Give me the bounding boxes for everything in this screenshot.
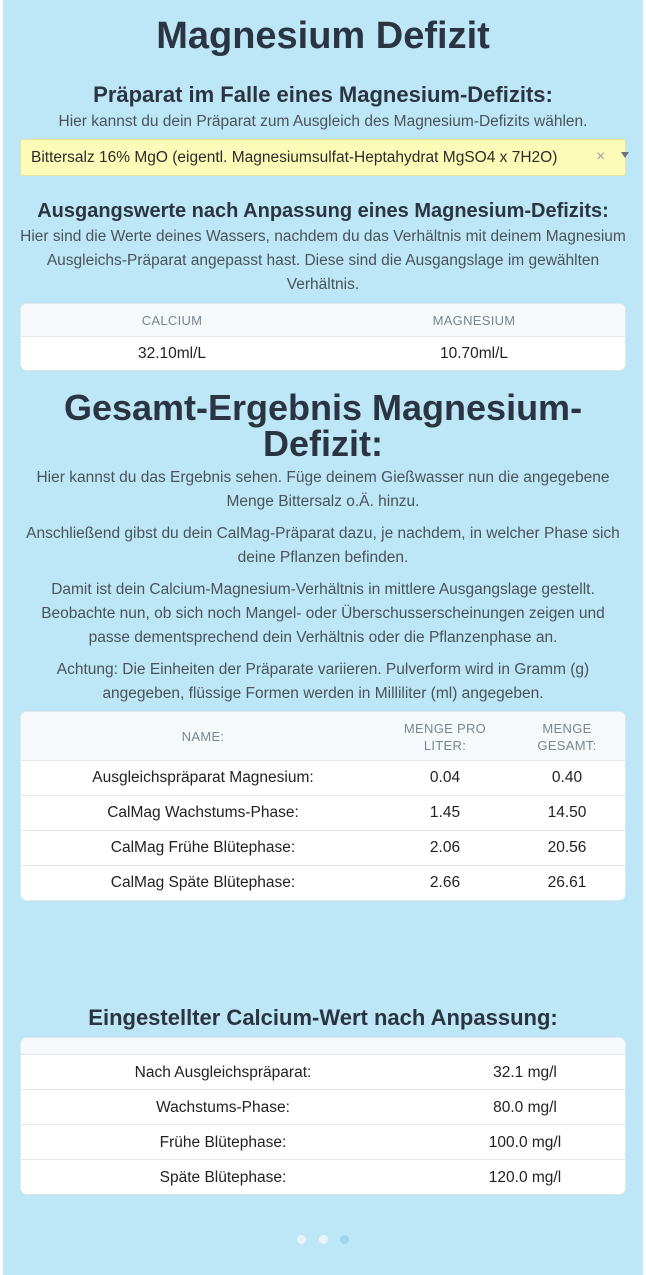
calcium-value: 32.10ml/L [137, 345, 207, 362]
table-row [21, 337, 625, 371]
row-name: CalMag Frühe Blütephase: [110, 839, 296, 856]
result-table [20, 711, 626, 901]
baseline-table [20, 303, 626, 371]
table-row [21, 761, 625, 795]
result-paragraph-4: Achtung: Die Einheiten der Präparate variieren. Pulverform wird in Gramm (g) angegeben, flüssige Formen werden in Milliliter (ml) angegeben. [56, 661, 590, 702]
row-per-liter: 2.66 [429, 874, 461, 891]
page-title: Magnesium Defizit [156, 15, 490, 57]
clear-selection-icon[interactable]: × [596, 148, 606, 165]
row-value: 32.1 mg/l [493, 1064, 557, 1081]
row-name: Ausgleichspräparat Magnesium: [92, 769, 314, 786]
row-label: Wachstums-Phase: [156, 1099, 290, 1116]
preparation-description: Hier kannst du dein Präparat zum Ausgleich des Magnesium-Defizits wählen. [58, 113, 588, 130]
row-per-liter: 2.06 [429, 839, 461, 856]
row-per-liter: 0.04 [429, 769, 461, 786]
magnesium-value: 10.70ml/L [439, 345, 509, 362]
calcium-heading: Eingestellter Calcium-Wert nach Anpassung: [88, 1005, 558, 1030]
baseline-description: Hier sind die Werte deines Wassers, nachdem du das Verhältnis mit deinem Magnesium Ausgleichs-Präparat angepasst hast. Diese sind die Ausgangslage im gewählten Verhältnis. [20, 228, 626, 293]
table-row [21, 1124, 625, 1159]
table-row [21, 865, 625, 900]
row-per-liter: 1.45 [429, 804, 461, 821]
baseline-heading: Ausgangswerte nach Anpassung eines Magnesium-Defizits: [37, 200, 609, 222]
row-label: Späte Blütephase: [159, 1169, 287, 1186]
column-header-per-liter: MENGE PRO LITER: [403, 721, 487, 753]
calcium-table-header [21, 1038, 625, 1055]
row-total: 20.56 [547, 839, 587, 856]
calcium-table [20, 1037, 626, 1195]
preparation-select[interactable] [20, 139, 626, 176]
preparation-heading: Präparat im Falle eines Magnesium-Defizits: [93, 82, 553, 107]
row-name: CalMag Späte Blütephase: [110, 874, 296, 891]
pagination-dot-1[interactable] [297, 1235, 306, 1244]
row-label: Frühe Blütephase: [159, 1134, 287, 1151]
baseline-table-header [21, 304, 625, 337]
row-label: Nach Ausgleichspräparat: [134, 1064, 312, 1081]
column-header-calcium: CALCIUM [141, 313, 203, 328]
result-paragraph-1: Hier kannst du das Ergebnis sehen. Füge deinem Gießwasser nun die angegebene Menge Bittersalz o.Ä. hinzu. [36, 469, 610, 510]
row-total: 26.61 [547, 874, 587, 891]
table-row [21, 1089, 625, 1124]
result-paragraph-3: Damit ist dein Calcium-Magnesium-Verhältnis in mittlere Ausgangslage gestellt. Beobachte nun, ob sich noch Mangel- oder Überschusserscheinungen zeigen und passe dementsprechend dein Verhältnis oder die Pflanzenphase an. [41, 581, 605, 646]
column-header-total: MENGE GESAMT: [537, 721, 597, 753]
table-row [21, 1159, 625, 1194]
column-header-name: NAME: [181, 729, 225, 744]
pagination-dot-2[interactable] [319, 1235, 328, 1244]
pagination-dots [3, 1231, 643, 1249]
magnesium-panel [3, 0, 643, 1275]
chevron-down-icon[interactable] [621, 152, 629, 158]
result-heading: Gesamt-Ergebnis Magnesium-Defizit: [63, 387, 583, 464]
result-paragraph-2: Anschließend gibst du dein CalMag-Präparat dazu, je nachdem, in welcher Phase sich deine Pflanzen befinden. [26, 525, 620, 566]
column-header-magnesium: MAGNESIUM [432, 313, 516, 328]
pagination-dot-3[interactable] [340, 1235, 349, 1244]
table-row [21, 795, 625, 830]
row-total: 14.50 [547, 804, 587, 821]
row-value: 120.0 mg/l [488, 1169, 562, 1186]
table-row [21, 830, 625, 865]
table-row [21, 1055, 625, 1089]
preparation-selected-value: Bittersalz 16% MgO (eigentl. Magnesiumsulfat-Heptahydrat MgSO4 x 7H2O) [31, 149, 558, 166]
row-value: 100.0 mg/l [488, 1134, 562, 1151]
result-table-header [21, 712, 625, 761]
row-total: 0.40 [551, 769, 583, 786]
row-name: CalMag Wachstums-Phase: [107, 804, 299, 821]
row-value: 80.0 mg/l [493, 1099, 557, 1116]
